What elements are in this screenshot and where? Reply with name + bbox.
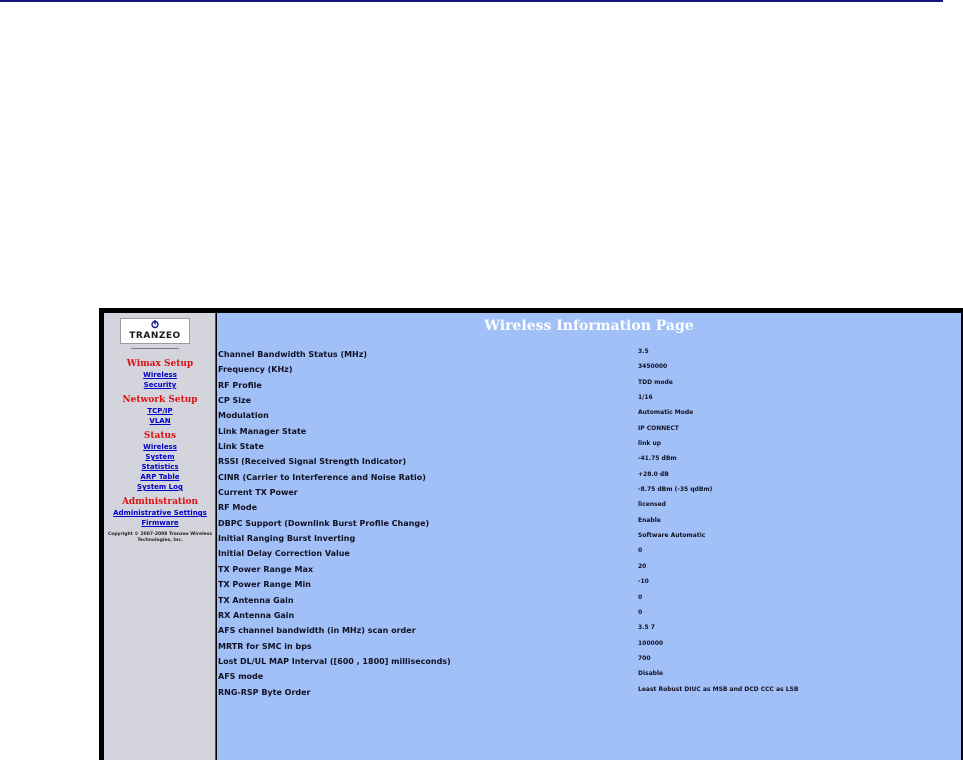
info-label: RX Antenna Gain xyxy=(218,610,295,620)
info-row xyxy=(217,670,961,685)
info-row xyxy=(217,425,961,440)
info-label: DBPC Support (Downlink Burst Profile Change) xyxy=(218,518,430,528)
info-label: RF Profile xyxy=(218,380,262,390)
top-rule xyxy=(0,0,943,2)
info-value: link up xyxy=(638,440,662,448)
info-value: Automatic Mode xyxy=(638,409,694,417)
info-label: Current TX Power xyxy=(218,488,298,498)
info-row xyxy=(217,471,961,486)
info-label: Channel Bandwidth Status (MHz) xyxy=(218,350,368,359)
nav-heading-network-setup: Network Setup xyxy=(122,395,198,405)
nav-heading-wimax-setup: Wimax Setup xyxy=(126,359,194,369)
nav-link-security[interactable]: Security xyxy=(143,381,177,389)
main-content xyxy=(217,313,961,760)
nav-link-status-wireless[interactable]: Wireless xyxy=(143,443,177,451)
sidebar-nav xyxy=(104,359,216,544)
info-row xyxy=(217,594,961,609)
info-label: Modulation xyxy=(218,411,269,421)
info-row xyxy=(217,547,961,562)
nav-link-wimax-wireless[interactable]: Wireless xyxy=(143,371,177,379)
nav-link-firmware[interactable]: Firmware xyxy=(141,519,179,527)
info-row xyxy=(217,517,961,532)
info-value: Software Automatic xyxy=(638,532,706,540)
sidebar xyxy=(104,313,216,760)
divider xyxy=(131,348,179,349)
info-value: 700 xyxy=(638,654,651,662)
nav-section-administration xyxy=(104,497,216,528)
nav-link-vlan[interactable]: VLAN xyxy=(149,417,171,425)
info-row xyxy=(217,348,961,363)
info-row xyxy=(217,578,961,593)
info-value: -41.75 dBm xyxy=(638,455,677,463)
info-label: AFS mode xyxy=(218,672,264,682)
info-value: 100000 xyxy=(638,639,664,647)
info-label: RSSI (Received Signal Strength Indicator) xyxy=(218,457,407,467)
antenna-icon xyxy=(150,320,160,329)
info-row xyxy=(217,609,961,624)
info-row xyxy=(217,409,961,424)
nav-section-status xyxy=(104,431,216,492)
nav-link-statistics[interactable]: Statistics xyxy=(141,463,179,471)
info-row xyxy=(217,640,961,655)
nav-link-system-log[interactable]: System Log xyxy=(137,483,183,491)
nav-heading-status: Status xyxy=(143,431,177,441)
info-value: licensed xyxy=(638,501,666,509)
info-table xyxy=(217,348,961,701)
info-value: 3450000 xyxy=(638,363,668,371)
info-value: 0 xyxy=(638,608,643,616)
info-row xyxy=(217,455,961,470)
nav-heading-administration: Administration xyxy=(121,497,199,507)
info-value: 3.5 7 xyxy=(638,624,655,632)
info-label: MRTR for SMC in bps xyxy=(218,641,312,651)
nav-link-arp-table[interactable]: ARP Table xyxy=(140,473,180,481)
info-label: TX Antenna Gain xyxy=(218,595,294,605)
info-label: CINR (Carrier to Interference and Noise Ratio) xyxy=(218,472,426,482)
tranzeo-logo[interactable] xyxy=(120,318,190,344)
info-value: TDD mode xyxy=(638,378,673,386)
info-row xyxy=(217,394,961,409)
info-label: Frequency (KHz) xyxy=(218,365,293,375)
info-label: RF Mode xyxy=(218,503,258,513)
info-label: Initial Delay Correction Value xyxy=(218,549,350,559)
logo-text: TRANZEO xyxy=(129,331,181,341)
info-row xyxy=(217,486,961,501)
nav-link-administrative-settings[interactable]: Administrative Settings xyxy=(113,509,207,517)
info-row xyxy=(217,440,961,455)
info-row xyxy=(217,532,961,547)
info-value: 0 xyxy=(638,593,643,601)
info-value: -8.75 dBm (-35 qdBm) xyxy=(638,486,713,494)
info-label: RNG-RSP Byte Order xyxy=(218,687,311,697)
info-label: AFS channel bandwidth (in MHz) scan order xyxy=(218,626,416,636)
info-label: Link State xyxy=(218,442,264,452)
info-value: Disable xyxy=(638,670,664,678)
info-value: Enable xyxy=(638,516,661,524)
info-value: 1/16 xyxy=(638,394,653,402)
info-row xyxy=(217,363,961,378)
page-title: Wireless Information Page xyxy=(484,318,694,334)
info-value: 20 xyxy=(638,562,647,570)
nav-section-wimax-setup xyxy=(104,359,216,390)
info-row xyxy=(217,379,961,394)
info-row xyxy=(217,686,961,701)
info-label: Initial Ranging Burst Inverting xyxy=(218,534,356,544)
nav-link-system[interactable]: System xyxy=(145,453,175,461)
info-value: -10 xyxy=(638,578,649,586)
info-row xyxy=(217,655,961,670)
info-label: CP Size xyxy=(218,396,252,406)
info-label: TX Power Range Max xyxy=(218,564,314,574)
info-row xyxy=(217,501,961,516)
info-value: Least Robust DIUC as MSB and DCD CCC as LSB xyxy=(638,685,799,693)
nav-section-network-setup xyxy=(104,395,216,426)
info-label: TX Power Range Min xyxy=(218,580,311,590)
info-label: Link Manager State xyxy=(218,426,307,436)
copyright-text: Copyright © 2007-2008 Tranzeo Wireless Technologies, Inc. xyxy=(107,532,213,543)
info-value: 0 xyxy=(638,547,643,555)
info-value: 3.5 xyxy=(638,348,649,355)
info-value: IP CONNECT xyxy=(638,424,679,432)
info-label: Lost DL/UL MAP Interval ([600 , 1800] milliseconds) xyxy=(218,656,451,666)
info-row xyxy=(217,563,961,578)
info-row xyxy=(217,624,961,639)
info-value: +28.0 dB xyxy=(638,470,669,478)
nav-link-tcp-ip[interactable]: TCP/IP xyxy=(147,407,173,415)
